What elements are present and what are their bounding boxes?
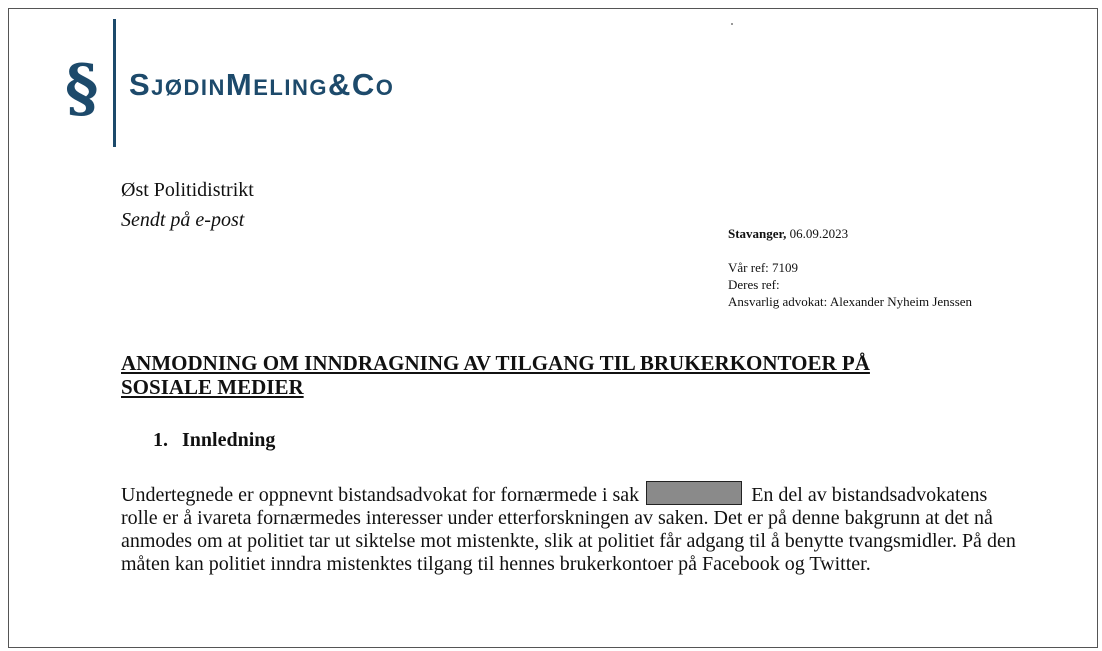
redacted-case-number <box>646 481 742 505</box>
logo-divider <box>113 19 116 147</box>
place-date <box>728 225 972 242</box>
your-reference: Deres ref: <box>728 277 780 292</box>
body-paragraph <box>121 481 1021 576</box>
letter-title <box>121 351 961 399</box>
date: 06.09.2023 <box>789 226 849 241</box>
responsible-lawyer: Ansvarlig advokat: Alexander Nyheim Jenssen <box>728 294 973 309</box>
firm-logo-name: SjødinMeling&Co <box>129 67 395 102</box>
reference-block <box>728 225 972 310</box>
city: Stavanger, <box>728 226 787 241</box>
our-reference: Vår ref: 7109 <box>728 260 799 275</box>
recipient-name: Øst Politidistrikt <box>121 179 254 201</box>
paragraph-start: Undertegnede er oppnevnt bistandsadvokat for fornærmede i sak <box>121 484 640 506</box>
letter-title-line-1: ANMODNING OM INNDRAGNING AV TILGANG TIL BRUKERKONTOER PÅ <box>121 351 870 375</box>
section-title: Innledning <box>182 429 276 451</box>
section-number: 1. <box>153 429 168 451</box>
letter-title-line-2: SOSIALE MEDIER <box>121 375 304 399</box>
section-sign-logo-icon: § <box>65 51 99 126</box>
recipient-block <box>121 175 254 235</box>
section-heading <box>153 429 275 452</box>
scan-speck <box>731 23 733 25</box>
delivery-method: Sendt på e-post <box>121 209 245 231</box>
document-page <box>8 8 1098 648</box>
paragraph-rest: En del av bistandsadvokatens rolle er å ivareta fornærmedes interesser under etterforskningen av saken. Det er på denne bakgrunn at det nå anmodes om at politiet tar ut siktelse mot mistenkte, slik at politiet får adgang til å benytte tvangsmidler. På den måten kan politiet inndra mistenktes tilgang til hennes brukerkontoer på Facebook og Twitter. <box>121 484 1016 575</box>
